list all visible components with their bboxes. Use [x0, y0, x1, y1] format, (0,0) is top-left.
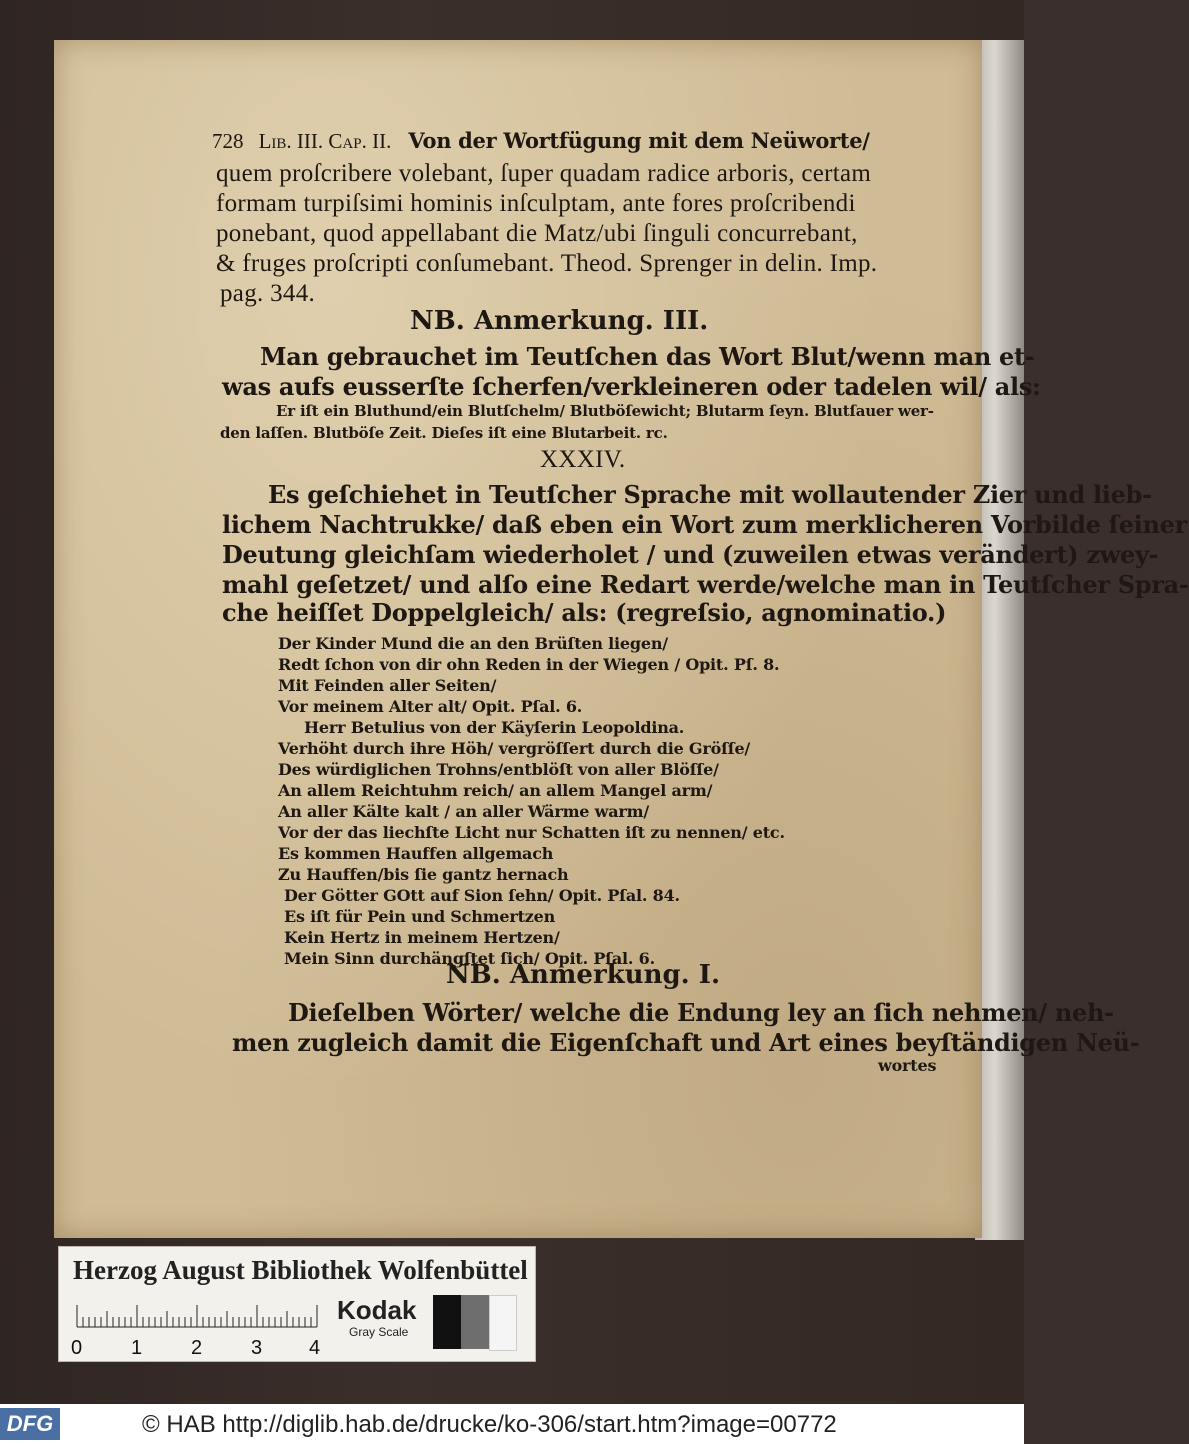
section-number: XXXIV.	[540, 446, 626, 473]
nb3-example: Er iſt ein Bluthund/ein Blutſchelm/ Blutböſewicht; Blutarm ſeyn. Blutſauer wer-	[276, 402, 934, 420]
page-number: 728	[212, 129, 244, 153]
verse-line: Der Götter GOtt auf Sion ſehn/ Opit. Pſal. 84.	[284, 886, 680, 905]
nb3-heading: NB. Anmerkung. III.	[410, 306, 709, 336]
gray-swatch-black	[433, 1295, 461, 1349]
verse-line: Vor meinem Alter alt/ Opit. Pſal. 6.	[278, 697, 583, 716]
gray-swatch-white	[489, 1295, 517, 1351]
verse-line: Mit Feinden aller Seiten/	[278, 676, 497, 695]
nb3-example: den laſſen. Blutböſe Zeit. Dieſes iſt eine Blutarbeit. rc.	[220, 424, 668, 442]
nb1-line: men zugleich damit die Eigenſchaft und Art eines beyſtändigen Neü-	[232, 1028, 1140, 1057]
library-name: Herzog August Bibliothek Wolfenbüttel	[73, 1255, 528, 1285]
viewer-footer	[0, 1404, 1024, 1444]
library-scale-card	[58, 1246, 536, 1362]
catchword: wortes	[878, 1056, 937, 1075]
verse-line: Des würdiglichen Trohns/entblöſt von aller Blöſſe/	[278, 760, 719, 779]
para2-line: Es geſchiehet in Teutſcher Sprache mit wollautender Zier und lieb-	[268, 480, 1152, 509]
nb1-heading: NB. Anmerkung. I.	[446, 960, 720, 990]
verse-line: Es kommen Hauffen allgemach	[278, 844, 554, 863]
para2-line: lichem Nachtrukke/ daß eben ein Wort zum merklicheren Vorbilde ſeiner	[222, 510, 1187, 539]
ruler-number: 0	[71, 1337, 83, 1359]
running-header	[212, 128, 870, 154]
verse-line: Kein Hertz in meinem Hertzen/	[284, 928, 560, 947]
para1-line: pag. 344.	[220, 280, 316, 307]
ruler-scale	[77, 1299, 327, 1329]
verse-line: Verhöht durch ihre Höh/ vergröſſert durch die Gröſſe/	[278, 739, 751, 758]
para1-line: quem proſcribere volebant, ſuper quadam radice arboris, certam	[216, 160, 872, 187]
gray-scale-label: Gray Scale	[349, 1325, 409, 1339]
nb3-line: Man gebrauchet im Teutſchen das Wort Blut/wenn man et-	[260, 342, 1035, 371]
verse-line: Redt ſchon von dir ohn Reden in der Wiegen / Opit. Pſ. 8.	[278, 655, 780, 674]
adjacent-page-edge	[975, 40, 1024, 1240]
running-title: Von der Wortfügung mit dem Neüworte/	[408, 128, 870, 153]
verse-line: Vor der das liechſte Licht nur Schatten iſt zu nennen/ etc.	[278, 823, 785, 842]
dfg-logo: DFG	[0, 1408, 60, 1440]
book-page	[54, 40, 1189, 1238]
verse-line: Es iſt für Pein und Schmertzen	[284, 907, 556, 926]
para2-line: che heiſſet Doppelgleich/ als: (regreſsio, agnominatio.)	[222, 598, 947, 627]
nb1-line: Dieſelben Wörter/ welche die Endung ley an ſich nehmen/ neh-	[288, 998, 1114, 1027]
para2-line: mahl geſetzet/ und alſo eine Redart werde/welche man in Teutſcher Spra-	[222, 570, 1189, 599]
para2-line: Deutung gleichſam wiederholet / und (zuweilen etwas verändert) zwey-	[222, 540, 1159, 569]
ruler-number: 4	[309, 1337, 321, 1359]
copyright-link[interactable]: © HAB http://diglib.hab.de/drucke/ko-306/start.htm?image=00772	[142, 1411, 837, 1438]
para1-line: formam turpiſsimi hominis inſculptam, ante fores proſcribendi	[216, 190, 856, 217]
verse-line: Mein Sinn durchängſtet ſich/ Opit. Pſal. 6.	[284, 949, 655, 968]
verse-line: An allem Reichtuhm reich/ an allem Mangel arm/	[278, 781, 713, 800]
lib-cap: Lib. III. Cap. II.	[258, 129, 392, 153]
verse-attribution: Herr Betulius von der Käyſerin Leopoldina.	[304, 718, 685, 737]
verse-line: An aller Kälte kalt / an aller Wärme warm/	[278, 802, 649, 821]
para1-line: ponebant, quod appellabant die Matz/ubi ſinguli concurrebant,	[216, 220, 858, 247]
nb3-line: was aufs eusserſte ſcherfen/verkleineren oder tadelen wil/ als:	[222, 372, 1041, 401]
kodak-logo: Kodak	[337, 1295, 417, 1325]
ruler-number: 3	[251, 1337, 263, 1359]
gray-swatch-mid	[461, 1295, 489, 1349]
ruler-number: 2	[191, 1337, 203, 1359]
verse-line: Der Kinder Mund die an den Brüſten liegen/	[278, 634, 668, 653]
verse-line: Zu Hauffen/bis ſie gantz hernach	[278, 865, 569, 884]
para1-line: & fruges proſcripti conſumebant. Theod. Sprenger in delin. Imp.	[216, 250, 878, 277]
ruler-number: 1	[131, 1337, 143, 1359]
